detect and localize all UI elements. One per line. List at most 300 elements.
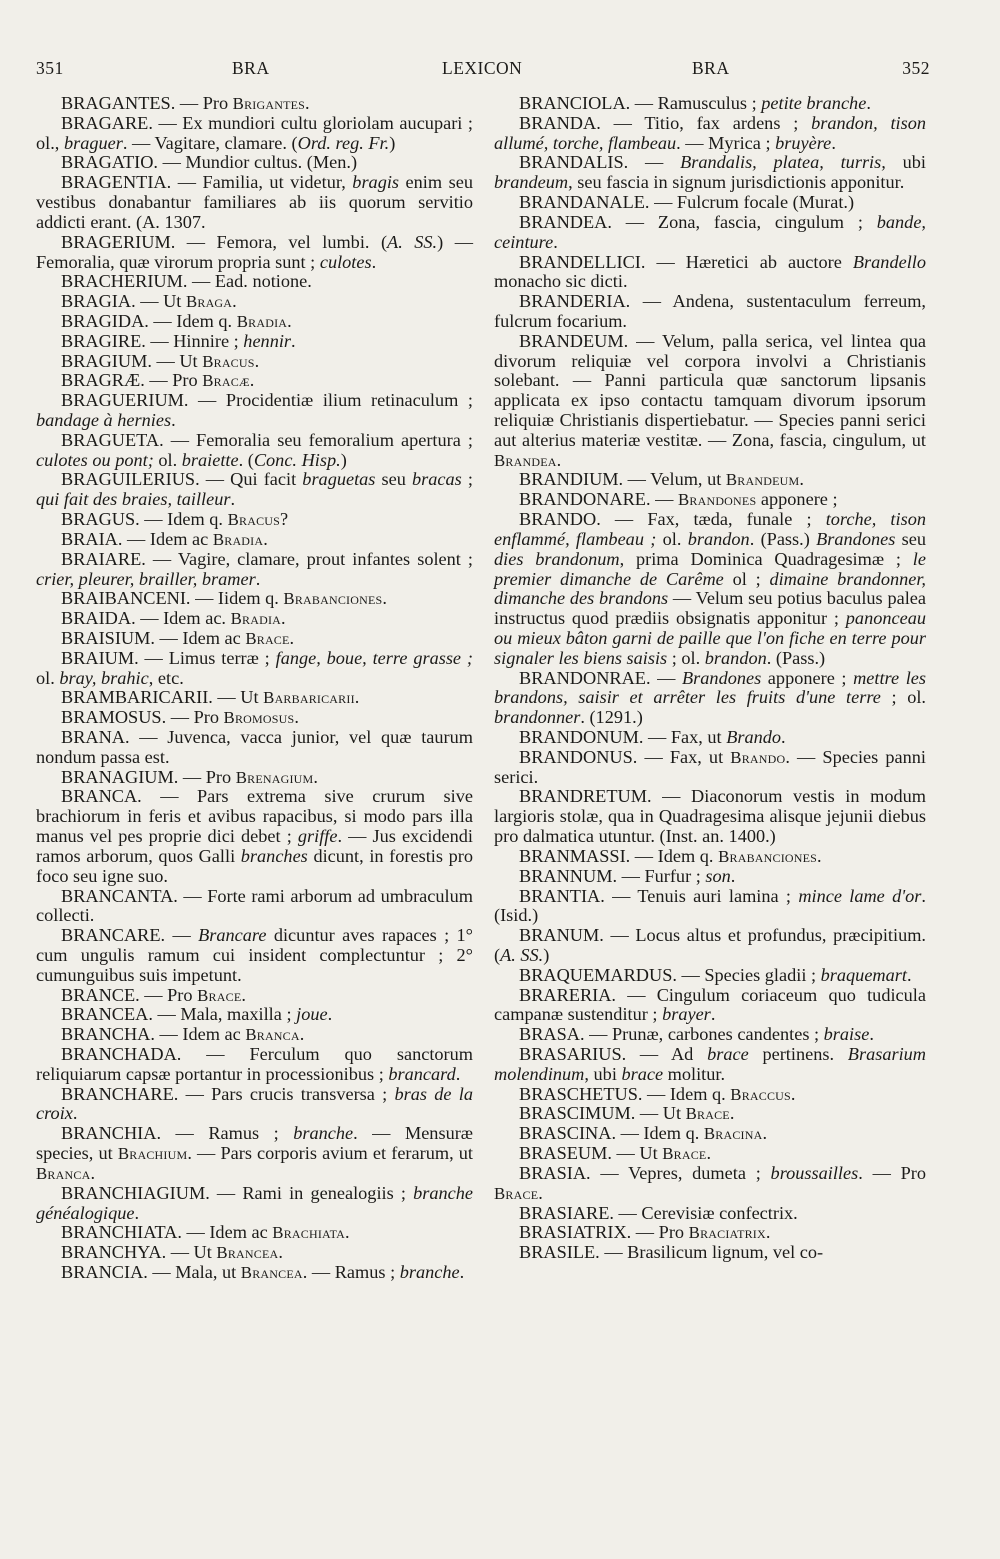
cross-reference: Brace — [494, 1183, 539, 1203]
cross-reference: Bracus — [227, 510, 281, 530]
dictionary-entry — [494, 292, 926, 332]
entry-text: ol ; — [723, 568, 770, 589]
dictionary-entry — [36, 431, 473, 471]
entry-text: BRAGANTES. — Pro — [61, 93, 233, 113]
entry-text: . — [553, 231, 558, 252]
entry-text: BRANDA. — Titio, fax ardens ; — [519, 112, 812, 133]
entry-text: , ubi — [584, 1063, 622, 1084]
entry-text: BRAIARE. — Vagire, clamare, prout infantes solent ; — [61, 548, 473, 569]
cross-reference: Branca — [36, 1163, 91, 1183]
entry-text: dicunt, in forestis pro foco seu igne suo. — [36, 845, 473, 886]
entry-text: BRANDONUS. — Fax, ut — [519, 746, 731, 767]
entry-text: . — [459, 1261, 465, 1282]
entry-text: . — [455, 1063, 461, 1084]
entry-text: enim seu vestibus donabantur familiares ab iis quorum servitio addicti erant. (A. 1307. — [36, 172, 473, 232]
entry-text: BRAIUM. — Limus terræ ; — [61, 647, 276, 668]
entry-text: . — [371, 251, 377, 272]
gloss-text: brandon — [687, 528, 750, 549]
entry-text: . — [287, 310, 292, 331]
dictionary-entry — [494, 867, 926, 887]
entry-text: BRAIBANCENI. — Iidem q. — [61, 588, 284, 609]
dictionary-entry — [494, 1164, 926, 1204]
entry-text: . — [232, 291, 237, 312]
entry-text: . — [817, 845, 822, 866]
entry-text: BRANDEA. — Zona, fascia, cingulum ; — [519, 211, 877, 232]
cross-reference: Brachiata — [272, 1223, 346, 1243]
dictionary-entry — [494, 1085, 926, 1105]
entry-text: . — [72, 1103, 78, 1124]
gloss-text: brace — [621, 1063, 664, 1084]
gloss-text: Ord. reg. Fr. — [297, 132, 390, 153]
entry-text: BRASCIMUM. — Ut — [519, 1103, 686, 1124]
dictionary-entry — [36, 768, 473, 788]
cross-reference: Brando — [730, 747, 786, 767]
dictionary-entry — [36, 153, 473, 173]
entry-text: . — [765, 1222, 771, 1243]
gloss-text: braiette — [181, 449, 239, 470]
dictionary-entry — [36, 530, 473, 550]
gloss-text: braguer — [63, 132, 123, 153]
gloss-text: A. SS. — [500, 944, 544, 965]
entry-text: BRANCHYA. — Ut — [61, 1242, 217, 1263]
dictionary-entry — [36, 391, 473, 431]
cross-reference: Barbaricarii — [263, 688, 355, 708]
entry-text: . — [345, 1222, 350, 1243]
cross-reference: Braccus — [730, 1084, 791, 1104]
dictionary-entry — [36, 1045, 473, 1085]
gloss-text: le premier dimanche de Carême — [494, 548, 926, 589]
entry-text: BRAMOSUS. — Pro — [61, 707, 224, 728]
gloss-text: bracas — [412, 469, 462, 490]
gloss-text: Brandalis, platea, turris, — [680, 152, 886, 173]
entry-text: , prima Dominica Quadragesimæ ; — [619, 548, 913, 569]
dictionary-entry — [36, 609, 473, 629]
entry-text: BRAGERIUM. — Femora, vel lumbi. ( — [61, 231, 388, 252]
entry-text: BRAGUETA. — Femoralia seu femoralium apertura ; — [61, 429, 473, 450]
dictionary-entry — [494, 510, 926, 669]
entry-text: ubi — [885, 152, 926, 173]
entry-text: BRAIDA. — Idem ac. — [61, 608, 231, 629]
entry-text: . — [382, 588, 387, 609]
gloss-text: Conc. Hisp. — [253, 449, 341, 470]
cross-reference: Bromosus — [223, 708, 295, 728]
entry-text: . (Isid.) — [494, 885, 926, 926]
dictionary-entry — [36, 1223, 473, 1243]
entry-text: BRANDIUM. — Velum, ut — [519, 469, 726, 490]
dictionary-entry — [494, 332, 926, 471]
entry-text: . — [866, 93, 871, 113]
entry-text: apponere ; — [756, 489, 838, 510]
dictionary-entry — [494, 1025, 926, 1045]
cross-reference: Brancea — [240, 1262, 303, 1282]
dictionary-entry — [494, 1243, 926, 1263]
dictionary-entry — [36, 114, 473, 154]
entry-text: ? — [280, 509, 289, 530]
gloss-text: A. SS. — [387, 231, 438, 252]
gloss-text: branche — [399, 1261, 460, 1282]
cross-reference: Brandones — [677, 490, 757, 510]
dictionary-entry — [36, 1085, 473, 1125]
dictionary-entry — [494, 1144, 926, 1164]
cross-reference: Bracus — [202, 351, 255, 371]
entry-text: . (Pass.) — [766, 647, 826, 668]
entry-text: . — Mensuræ species, ut — [36, 1123, 473, 1164]
entry-text: BRANDONRAE. — — [519, 667, 682, 688]
entry-text: BRANMASSI. — Idem q. — [519, 845, 719, 866]
dictionary-entry — [494, 986, 926, 1026]
entry-text: , seu fascia in signum jurisdictionis apponitur. — [568, 172, 905, 193]
dictionary-entry — [494, 966, 926, 986]
entry-text: BRANDRETUM. — Diaconorum vestis in modum largioris stolæ, qua in Quadragesima alisque jejunii diebus pro dalmatica utuntur. (Inst. an. 1400.) — [494, 786, 926, 847]
dictionary-entry — [36, 1124, 473, 1183]
entry-text: . — [781, 727, 786, 747]
gloss-text: Brandello — [852, 251, 926, 272]
entry-text: BRANCHARE. — Pars crucis transversa ; — [61, 1083, 395, 1104]
entry-text: BRANCA. — Pars extrema sive crurum sive brachiorum in feris et avibus rapacibus, si modo pars illa manus vel pes proprie dici debet ; — [36, 786, 473, 847]
cross-reference: Brace — [685, 1104, 730, 1124]
right-guide-word: BRA — [692, 58, 730, 78]
dictionary-entry — [36, 629, 473, 649]
entry-text: BRASILE. — Brasilicum lignum, vel co- — [519, 1242, 824, 1263]
gloss-text: bray, brahic — [59, 667, 149, 688]
entry-text: . — [230, 489, 236, 510]
entry-text: . — [710, 1004, 716, 1025]
entry-text: . — [790, 1083, 796, 1104]
dictionary-entry — [494, 94, 926, 114]
entry-text: BRAGUS. — Idem q. — [61, 509, 228, 530]
cross-reference: Brace — [245, 628, 290, 648]
cross-reference: Brace — [197, 985, 242, 1005]
entry-text: BRANCARE. — — [61, 925, 199, 946]
entry-text: . — [254, 350, 260, 371]
entry-text: BRARERIA. — Cingulum coriaceum quo tudicula campanæ sustenditur ; — [494, 984, 926, 1025]
dictionary-entry — [36, 292, 473, 312]
running-title: LEXICON — [442, 58, 523, 78]
entry-text: BRAGIRE. — Hinnire ; — [61, 330, 244, 351]
entry-text: BRASARIUS. — Ad — [519, 1044, 708, 1064]
entry-text: BRAGIA. — Ut — [61, 291, 186, 312]
gloss-text: brandeum — [494, 172, 569, 193]
entry-text: . — [278, 1242, 283, 1263]
dictionary-entry — [36, 1263, 473, 1283]
dictionary-entry — [36, 926, 473, 985]
dictionary-entry — [36, 332, 473, 352]
entry-text: . — [281, 608, 286, 629]
dictionary-entry — [36, 649, 473, 689]
entry-text: ; — [461, 469, 473, 490]
dictionary-entry — [494, 490, 926, 510]
entry-text: . — Myrica ; — [676, 132, 776, 153]
left-guide-word: BRA — [232, 58, 270, 78]
dictionary-entry — [36, 1025, 473, 1045]
entry-text: BRANCIA. — Mala, ut — [61, 1261, 241, 1282]
cross-reference: Braga — [185, 292, 233, 312]
gloss-text: braquemart — [820, 964, 907, 985]
cross-reference: Brabanciones — [718, 846, 818, 866]
gloss-text: brandonner — [494, 707, 581, 728]
dictionary-entry — [494, 847, 926, 867]
entry-text: monacho sic dicti. — [494, 271, 628, 292]
entry-text: BRANCEA. — Mala, maxilla ; — [61, 1004, 297, 1025]
entry-text: ol. — [153, 449, 182, 470]
dictionary-entry — [494, 213, 926, 253]
entry-text: . — [706, 1143, 712, 1164]
entry-text: BRASIATRIX. — Pro — [519, 1222, 689, 1243]
cross-reference: Braciatrix — [688, 1223, 766, 1243]
dictionary-entry — [36, 887, 473, 927]
entry-text: . — [241, 984, 246, 1005]
entry-text: ol. — [656, 528, 688, 549]
entry-text: pertinens. — [748, 1044, 848, 1064]
gloss-text: brace — [707, 1044, 749, 1064]
dictionary-entry — [494, 728, 926, 748]
cross-reference: Brabanciones — [283, 589, 383, 609]
entry-text: BRAMBARICARII. — Ut — [61, 687, 264, 708]
entry-text: . — [263, 528, 268, 549]
cross-reference: Bradia — [236, 311, 288, 331]
entry-text: . — [305, 93, 310, 113]
entry-text: seu — [895, 528, 926, 549]
dictionary-entry — [36, 589, 473, 609]
entry-text: BRANCIOLA. — Ramusculus ; — [519, 93, 762, 113]
entry-text: . (Pass.) — [749, 528, 817, 549]
entry-text: . (1291.) — [580, 707, 643, 728]
entry-text: BRASIARE. — Cerevisiæ confectrix. — [519, 1202, 798, 1223]
dictionary-entry — [494, 748, 926, 788]
entry-text: BRANDO. — Fax, tæda, funale ; — [519, 509, 826, 530]
entry-text: . — [291, 330, 296, 351]
gloss-text: braise — [823, 1024, 870, 1045]
gloss-text: bandage à hernies — [36, 410, 172, 430]
entry-text: BRANTIA. — Tenuis auri lamina ; — [519, 885, 799, 906]
entry-text: BRASIA. — Vepres, dumeta ; — [519, 1162, 771, 1183]
cross-reference: Bracæ — [202, 371, 250, 391]
cross-reference: Bradia — [212, 529, 264, 549]
entry-text: . — [299, 1024, 305, 1045]
entry-text: BRANDALIS. — — [519, 152, 681, 173]
gloss-text: bruyère — [775, 132, 832, 153]
gloss-text: fange, boue, terre grasse ; — [275, 647, 473, 668]
dictionary-entry — [494, 1204, 926, 1224]
entry-text: . — [90, 1162, 96, 1183]
cross-reference: Brace — [662, 1144, 707, 1164]
entry-text: BRANDANALE. — Fulcrum focale (Murat.) — [519, 192, 855, 213]
entry-text: BRANCHADA. — Ferculum quo sanctorum reliquiarum capsæ portantur in processionibus ; — [36, 1044, 473, 1084]
dictionary-entry — [36, 728, 473, 768]
entry-text: BRANCHIA. — Ramus ; — [61, 1123, 294, 1144]
gloss-text: branche — [293, 1123, 354, 1144]
dictionary-entry — [36, 233, 473, 273]
dictionary-entry — [494, 926, 926, 966]
dictionary-entry — [494, 470, 926, 490]
entry-text: . — [171, 410, 176, 430]
entry-text: . — [249, 370, 255, 391]
entry-text: . — Vagitare, clamare. ( — [122, 132, 298, 153]
entry-text: BRAGATIO. — Mundior cultus. (Men.) — [61, 152, 358, 173]
entry-text: BRAGIDA. — Idem q. — [61, 310, 237, 331]
entry-text: . — [730, 865, 736, 886]
running-header — [36, 58, 930, 88]
entry-text: . — [906, 964, 912, 985]
entry-text: . ( — [238, 449, 254, 470]
gloss-text: son — [705, 865, 731, 886]
gloss-text: bragis — [352, 172, 400, 193]
dictionary-entry — [494, 153, 926, 193]
dictionary-entry — [36, 986, 473, 1006]
cross-reference: Bradia — [230, 609, 282, 629]
entry-text: BRASA. — Prunæ, carbones candentes ; — [519, 1024, 824, 1045]
entry-text: BRASCINA. — Idem q. — [519, 1123, 704, 1144]
entry-text: BRANCHA. — Idem ac — [61, 1024, 246, 1045]
entry-text: BRANNUM. — Furfur ; — [519, 865, 706, 886]
dictionary-entry — [36, 94, 473, 114]
cross-reference: Brigantes — [232, 94, 306, 113]
dictionary-entry — [36, 1005, 473, 1025]
gloss-text: Brancare — [198, 925, 267, 946]
entry-text: BRAIA. — Idem ac — [61, 528, 213, 549]
dictionary-entry — [36, 708, 473, 728]
dictionary-entry — [494, 1223, 926, 1243]
left-column — [36, 94, 473, 1283]
entry-text: molitur. — [663, 1063, 726, 1084]
entry-text: ) — [340, 449, 347, 470]
entry-text: BRAGUERIUM. — Procidentiæ ilium retinaculum ; — [61, 390, 473, 411]
entry-text: . — [831, 132, 836, 153]
gloss-text: branche généalogique — [36, 1182, 473, 1223]
entry-text: BRANCHIATA. — Idem ac — [61, 1222, 273, 1243]
dictionary-entry — [494, 1045, 926, 1085]
dictionary-entry — [494, 253, 926, 293]
entry-text: apponere ; — [761, 667, 854, 688]
entry-text: BRANCHIAGIUM. — Rami in genealogiis ; — [61, 1182, 414, 1203]
cross-reference: Branca — [245, 1025, 300, 1045]
entry-text: . — [762, 1123, 768, 1144]
gloss-text: griffe — [297, 826, 338, 847]
dictionary-entry — [36, 787, 473, 886]
entry-text: . — [289, 627, 295, 648]
entry-text: . — [354, 687, 360, 708]
cross-reference: Brachium — [117, 1144, 188, 1164]
entry-text: BRAISIUM. — Idem ac — [61, 627, 246, 648]
gloss-text: brancard — [388, 1063, 456, 1084]
gloss-text: qui fait des braies, tailleur — [36, 489, 231, 510]
entry-text: dicuntur aves rapaces ; 1° cum ungulis ramum cui insident complectuntur ; 2° cumunguibus suis impetunt. — [36, 925, 473, 985]
gloss-text: crier, pleurer, brailler, bramer — [36, 568, 256, 589]
gloss-text: Brasarium molendinum — [494, 1044, 926, 1084]
gloss-text: brandon — [704, 647, 767, 668]
entry-text: ; ol. — [880, 687, 926, 708]
gloss-text: Brandones — [816, 528, 896, 549]
entry-text: seu — [375, 469, 413, 490]
cross-reference: Bracina — [703, 1124, 763, 1144]
entry-text: BRANDONARE. — — [519, 489, 678, 510]
entry-text: . — [729, 1103, 735, 1124]
gloss-text: petite branche — [761, 93, 867, 113]
entry-text: BRAGARE. — Ex mundiori cultu gloriolam aucupari ; ol., — [36, 112, 473, 153]
entry-text: . — Ramus ; — [302, 1261, 400, 1282]
dictionary-entry — [494, 787, 926, 846]
entry-text: BRAGRÆ. — Pro — [61, 370, 203, 391]
entry-text: ol. — [36, 667, 60, 688]
entry-text: BRASEUM. — Ut — [519, 1143, 663, 1164]
gloss-text: brandon, tison allumé, torche, flambeau — [494, 112, 927, 153]
gloss-text: mettre les brandons, saisir et arrêter les fruits d'une terre — [494, 667, 927, 708]
entry-text: BRANAGIUM. — Pro — [61, 766, 236, 787]
cross-reference: Brenagium — [235, 767, 314, 787]
dictionary-entry — [36, 1184, 473, 1224]
entry-text: BRANA. — Juvenca, vacca junior, vel quæ taurum nondum passa est. — [36, 727, 473, 767]
cross-reference: Brancea — [216, 1243, 279, 1263]
dictionary-entry — [494, 1124, 926, 1144]
entry-text: . — Pars corporis avium et ferarum, ut — [187, 1143, 473, 1164]
entry-text: BRANCE. — Pro — [61, 984, 198, 1005]
entry-text: BRANDERIA. — Andena, sustentaculum ferreum, fulcrum focarium. — [494, 291, 926, 331]
dictionary-entry — [36, 352, 473, 372]
gloss-text: bras de la croix — [36, 1083, 474, 1124]
dictionary-entry — [36, 272, 473, 292]
dictionary-entry — [36, 173, 473, 232]
entry-text: . — [313, 766, 318, 787]
entry-text: — Velum seu potius baculus palea instructus quod prædiis obsignatis apponitur ; — [494, 588, 927, 629]
gloss-text: Brando — [726, 727, 782, 747]
dictionary-entry — [494, 193, 926, 213]
gloss-text: panonceau ou mieux bâton garni de paille que l'on fiche en terre pour signaler les biens saisis — [494, 608, 926, 668]
right-column — [494, 94, 926, 1263]
entry-text: . — [869, 1024, 874, 1045]
gloss-text: mince lame d'or — [798, 885, 922, 906]
dictionary-entry — [36, 1243, 473, 1263]
entry-text: BRANDELLICI. — Hæretici ab auctore — [519, 251, 853, 272]
dictionary-entry — [494, 669, 926, 728]
entry-text: . — Pro — [858, 1162, 927, 1183]
gloss-text: hennir — [243, 330, 292, 351]
gloss-text: branches — [240, 845, 308, 866]
entry-text: . — [255, 568, 261, 589]
gloss-text: joue — [296, 1004, 328, 1025]
entry-text: BRAGIUM. — Ut — [61, 350, 203, 371]
dictionary-entry — [36, 312, 473, 332]
gloss-text: bande, ceinture — [494, 211, 926, 252]
left-page-number: 351 — [36, 58, 64, 78]
entry-text: . — [538, 1182, 543, 1203]
gloss-text: culotes — [319, 251, 372, 272]
entry-text: BRANDEUM. — Velum, palla serica, vel lintea qua divorum reliquiæ vel corpora involvi a Christianis solebant. — Panni particula quæ sanctorum lipsanis applicata ex ipso contactu tamquam divorum ipsorum reliquiæ Christianis dispertiebatur. — Species panni serici aut alterius materiæ vestitæ. — Zona, fascia, cingulum, ut — [494, 330, 926, 450]
entry-text: . — [556, 449, 562, 470]
entry-text: BRANUM. — Locus altus et profundus, præcipitium. ( — [494, 925, 926, 965]
entry-text: . — [799, 469, 804, 490]
entry-text: . — Jus excidendi ramos arborum, quos Galli — [36, 826, 474, 866]
dictionary-entry — [494, 887, 926, 927]
entry-text: . — Species panni serici. — [494, 746, 926, 787]
gloss-text: braguetas — [302, 469, 376, 490]
right-page-number: 352 — [902, 58, 930, 78]
entry-text: BRAGUILERIUS. — Qui facit — [61, 469, 303, 490]
gloss-text: torche, tison enflammé, flambeau ; — [494, 509, 926, 549]
entry-text: ) — [543, 944, 550, 965]
entry-text: BRACHERIUM. — Ead. notione. — [61, 271, 312, 292]
dictionary-entry — [494, 1104, 926, 1124]
dictionary-entry — [36, 510, 473, 530]
entry-text: . — [294, 707, 299, 728]
entry-text: , etc. — [148, 667, 184, 688]
dictionary-entry — [494, 114, 926, 154]
gloss-text: brayer — [662, 1004, 711, 1025]
dictionary-entry — [36, 550, 473, 590]
entry-text: ; ol. — [667, 647, 705, 668]
gloss-text: culotes ou pont; — [36, 449, 154, 470]
gloss-text: broussailles — [770, 1162, 859, 1183]
entry-text: ) — Femoralia, quæ virorum propria sunt ; — [36, 231, 473, 272]
